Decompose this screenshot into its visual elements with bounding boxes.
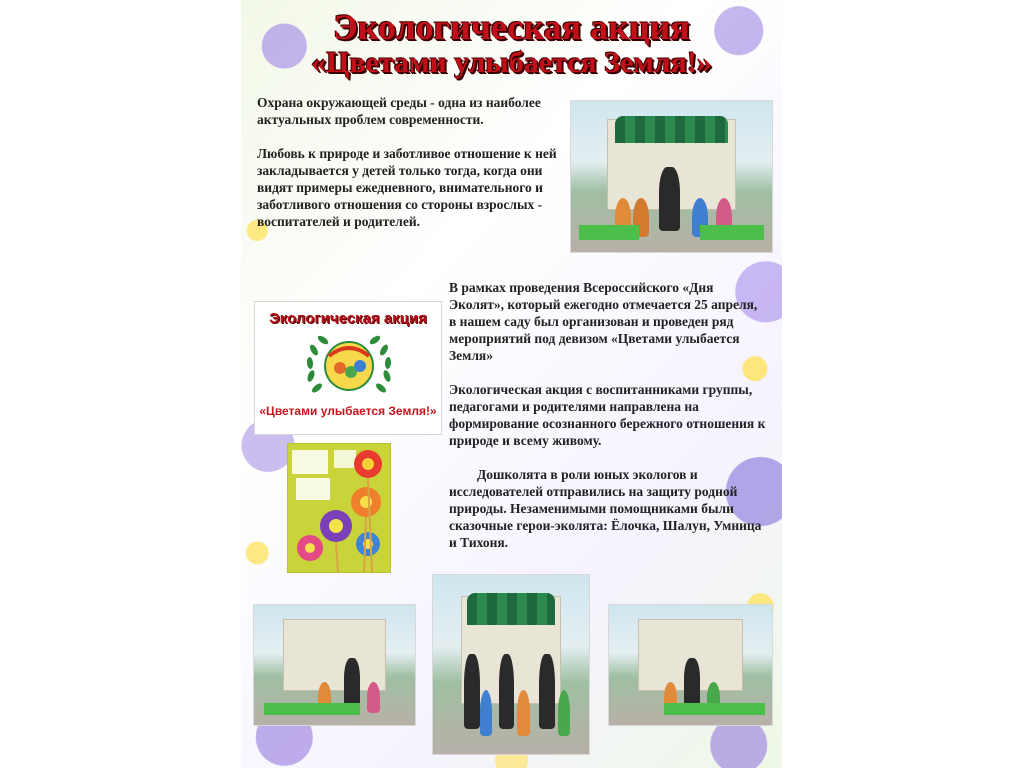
- paper-flowers-image: [288, 444, 391, 573]
- eco-wreath-emblem-icon: [299, 328, 399, 406]
- photo-children-at-table: [253, 604, 416, 726]
- poster-title-line-1: Экологическая акция: [333, 7, 690, 47]
- paper-flower-craft-photo: [287, 443, 391, 573]
- main-text: [449, 279, 767, 551]
- main-paragraph-3: Дошколята в роли юных экологов и исследователей отправились на защиту родной природы. Незаменимыми помощниками были сказочные герои-эколята: Ёлочка, Шалун, Умница и Тихоня.: [449, 467, 762, 550]
- emblem-title: Экологическая акция: [269, 310, 427, 327]
- photo-group-at-entrance: [432, 574, 590, 755]
- intro-paragraph-1: Охрана окружающей среды - одна из наиболее актуальных проблем современности.: [257, 95, 541, 127]
- action-emblem-card: [254, 301, 442, 435]
- intro-paragraph-2: Любовь к природе и заботливое отношение к ней закладывается у детей только тогда, когда они видят примеры ежедневного, внимательного и заботливого отношения со стороны взрослых - воспитателей и родителей.: [257, 146, 557, 229]
- intro-text: [257, 94, 557, 230]
- photo-eco-heroes-display: [608, 604, 773, 726]
- poster: [241, 0, 782, 768]
- emblem-subtitle: «Цветами улыбается Земля!»: [259, 404, 437, 418]
- poster-title-line-2: «Цветами улыбается Земля!»: [311, 46, 712, 79]
- main-paragraph-2: Экологическая акция с воспитанниками группы, педагогами и родителями направлена на формирование осознанного бережного отношения к природе и всему живому.: [449, 382, 766, 448]
- main-paragraph-1: В рамках проведения Всероссийского «Дня Эколят», который ежегодно отмечается 25 апреля, в нашем саду был организован и проведен ряд мероприятий под девизом «Цветами улыбается Земля»: [449, 280, 758, 363]
- photo-teacher-with-children: [570, 100, 773, 253]
